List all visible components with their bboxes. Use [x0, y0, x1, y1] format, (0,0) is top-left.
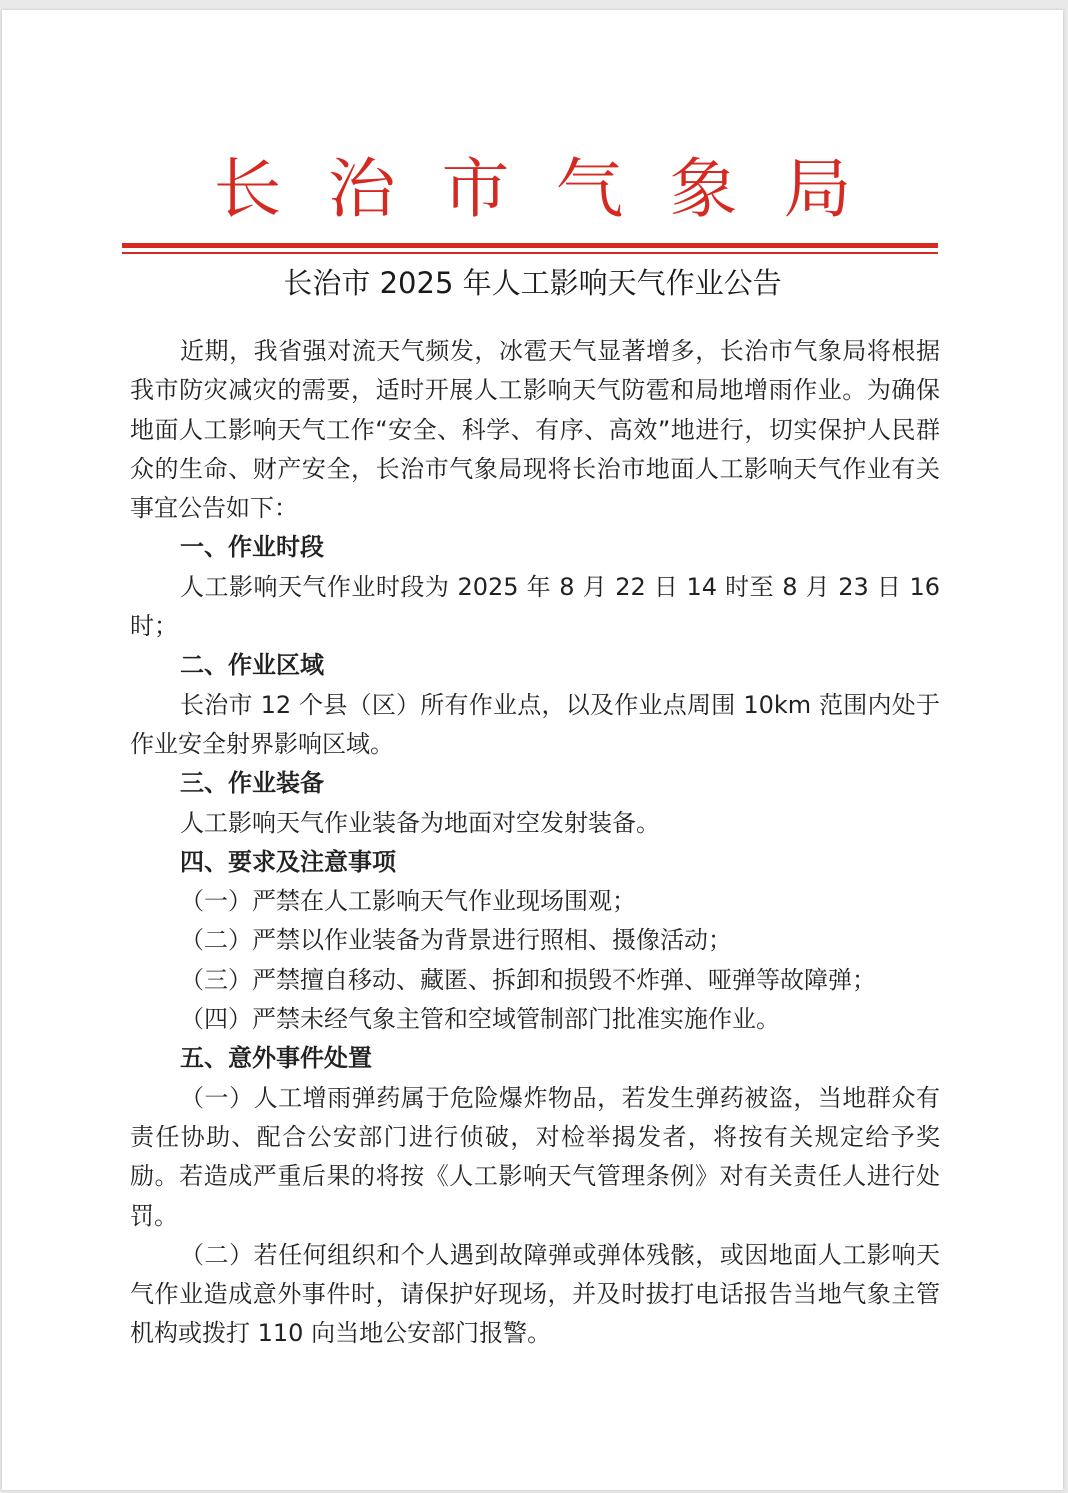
section-heading: 一、作业时段: [180, 533, 324, 562]
requirement-item: （二）严禁以作业装备为背景进行照相、摄像活动；: [180, 926, 732, 955]
section-paragraph: 人工影响天气作业时段为 2025 年 8 月 22 日 14 时至 8 月 23 日 16 时；: [130, 572, 940, 641]
incident-paragraph: （二）若任何组织和个人遇到故障弹或弹体残骸，或因地面人工影响天气作业造成意外事件时，请保护好现场，并及时拔打电话报告当地气象主管机构或拨打 110 向当地公安部门报警。: [130, 1240, 940, 1348]
incident-paragraph: （一）人工增雨弹药属于危险爆炸物品，若发生弹药被盗，当地群众有责任协助、配合公安部门进行侦破，对检举揭发者，将按有关规定给予奖励。若造成严重后果的将按《人工影响天气管理条例》对有关责任人进行处罚。: [130, 1083, 940, 1230]
document-page: [2, 10, 1063, 1490]
section-heading: 三、作业装备: [180, 769, 324, 798]
intro-paragraph: 近期，我省强对流天气频发，冰雹天气显著增多，长治市气象局将根据我市防灾减灾的需要，适时开展人工影响天气防雹和局地增雨作业。为确保地面人工影响天气工作“安全、科学、有序、高效”地进行，切实保护人民群众的生命、财产安全，长治市气象局现将长治市地面人工影响天气作业有关事宜公告如下：: [130, 337, 940, 523]
section-heading: 五、意外事件处置: [180, 1044, 372, 1073]
requirement-item: （三）严禁擅自移动、藏匿、拆卸和损毁不炸弹、哑弹等故障弹；: [180, 965, 876, 994]
requirement-item: （一）严禁在人工影响天气作业现场围观；: [180, 887, 636, 916]
letterhead-red-rule-thin: [122, 252, 938, 254]
letterhead-red-rule-thick: [122, 243, 938, 248]
section-heading: 四、要求及注意事项: [180, 847, 396, 876]
document-body: [130, 332, 940, 1354]
section-paragraph: 人工影响天气作业装备为地面对空发射装备。: [180, 808, 660, 837]
requirement-item: （四）严禁未经气象主管和空域管制部门批准实施作业。: [180, 1005, 780, 1034]
section-heading: 二、作业区域: [180, 651, 324, 680]
section-paragraph: 长治市 12 个县（区）所有作业点，以及作业点周围 10km 范围内处于作业安全射界影响区域。: [130, 690, 940, 758]
document-title: 长治市 2025 年人工影响天气作业公告: [283, 266, 782, 300]
agency-letterhead: 长治市气象局: [213, 152, 898, 228]
